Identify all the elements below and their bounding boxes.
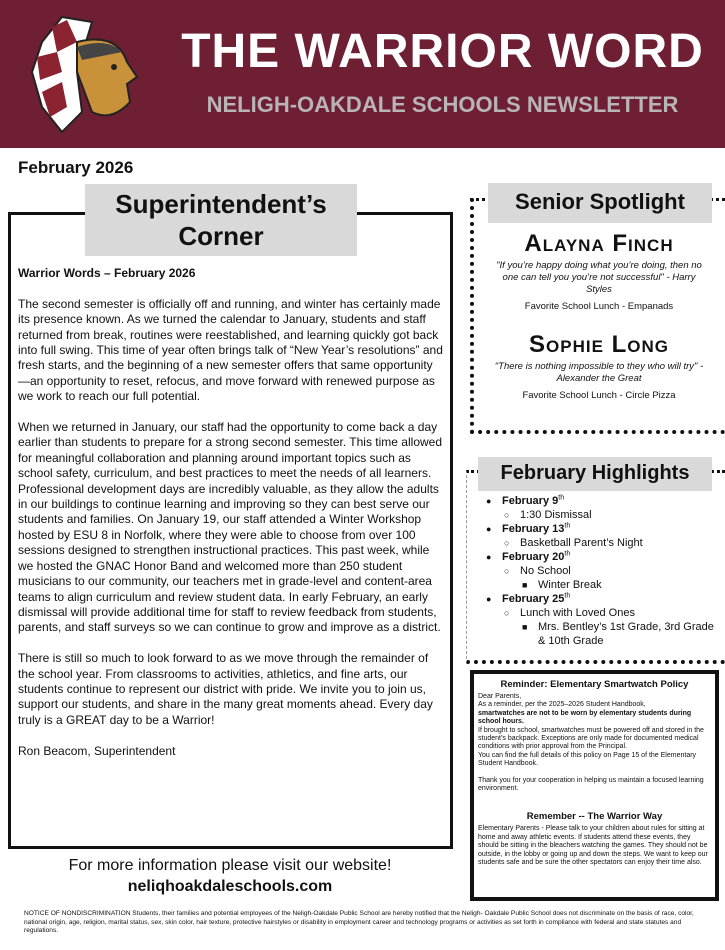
event-detail: Mrs. Bentley’s 1st Grade, 3rd Grade & 10th Grade (538, 621, 714, 647)
policy-line: As a reminder, per the 2025–2026 Student Handbook, (478, 701, 646, 709)
paragraph: When we returned in January, our staff had the opportunity to come back a day earlier than students to prepare for a strong second semester. This time allowed for meaningful collaboration and planning around important topics such as school safety, curriculum, and best practices to meet the needs of all learners. Professional development days are incredibly valuable, as they allow the adults in our buildings to continue learning and improving so they can best serve our students and families. On January 19, our staff attended a Winter Workshop hosted by ESU 8 in Norfolk, where they were able to choose from over 100 sessions designed to strengthen instructional practices. This past week, while we hosted the GNAC Honor Band and welcomed more than 250 student musicians to our community, our teachers met in grade-level and content-area teams to align curriculum and review student data. In early February, an early dismissal will provide additional time for staff to review feedback from students, parents, and staff surveys so we can continue to grow and improve as a district. (18, 420, 443, 635)
event-date: February 20 (502, 551, 565, 563)
paragraph: There is still so much to look forward to as we move through the remainder of the school year. From classrooms to activities, athletics, and fine arts, our students continue to represent our district with pride. We invite you to join us, support our students, and share in the many great moments ahead. Every day truly is a GREAT day to be a Warrior! (18, 651, 433, 727)
senior-name: Alayna Finch (524, 230, 674, 257)
warrior-logo-icon (22, 12, 157, 142)
smartwatch-heading: Reminder: Elementary Smartwatch Policy (500, 679, 689, 690)
highlights-list: ● February 9th ○ 1:30 Dismissal ● February 13th ○ Basketball Parent’s Night ● February 20th ○ No School ■ Winter Break ● February 25th ○ Lunch with Loved Ones ■ Mrs. Bentley’s 1st Grade, 3rd Grade & 10th Grade (486, 494, 714, 647)
ordinal: th (564, 550, 571, 558)
nondiscrimination-notice: NOTICE OF NONDISCRIMINATION Students, their families and potential employees of the Neligh-Oakdale Public School are hereby notified that the Neligh- Oakdale Public School does not discriminate on the basis of race, color, national origin, age, religion, marital status, sex, skin color, hair texture, protective hairstyles or disability in employment career and technology programs or activities as set forth in compliance with federal and state statutes and regulations. (24, 910, 694, 934)
event-date: February 25 (502, 593, 565, 605)
greeting: Dear Parents, (478, 693, 522, 700)
smartwatch-policy-box (470, 670, 719, 901)
header-banner (0, 0, 725, 148)
warrior-way-heading: Remember -- The Warrior Way (526, 811, 663, 823)
ordinal: th (564, 522, 571, 530)
warrior-way-body: Elementary Parents - Please talk to your children about rules for sitting at home and away athletic events. If students attend these events, they should be sitting in the bleachers watching the games. They should not be outside, in the lobby or going up and down the steps. We want to keep our students safe and be sure the other spectators can enjoy their time also. (478, 825, 708, 867)
policy-details: You can find the full details of this policy on Page 15 of the Elementary Student Handbook. (478, 751, 697, 768)
policy-bold: smartwatches are not to be worn by elementary students during school hours. (478, 709, 692, 726)
ordinal: th (558, 494, 565, 502)
senior-spotlight-list (474, 230, 724, 402)
heading-line: Superintendent’s (115, 189, 327, 219)
senior-name: Sophie Long (529, 331, 669, 358)
website-link[interactable]: neliqhoakdaleschools.com (127, 878, 333, 895)
highlights-heading: February Highlights (478, 457, 712, 491)
senior-spotlight-heading: Senior Spotlight (488, 183, 712, 223)
policy-thanks: Thank you for your cooperation in helping us maintain a focused learning environment. (478, 776, 704, 793)
event-detail: 1:30 Dismissal (520, 509, 592, 521)
event-date: February 9 (502, 495, 559, 507)
policy-body: If brought to school, smartwatches must be powered off and stored in the student’s backpack. Exceptions are only made for documented medical conditions with prior approval from the Principal. (478, 726, 704, 751)
senior-lunch: Favorite School Lunch - Circle Pizza (522, 390, 676, 401)
event-date: February 13 (502, 523, 565, 535)
newsletter-title: THE WARRIOR WORD (181, 25, 704, 78)
heading-line: Corner (178, 221, 264, 251)
ordinal: th (564, 592, 571, 600)
paragraph: The second semester is officially off and running, and winter has certainly made its presence known. As we turned the calendar to January, students and staff returned from break, routines were reestablished, and learning quickly got back into full swing. This time of year often brings talk of “New Year’s resolutions” and fresh starts, and the beginning of a new semester offers that same opportunity—an opportunity to reset, refocus, and move forward with renewed purpose as we work to reach our full potential. (18, 296, 443, 404)
signature: Ron Beacom, Superintendent (18, 743, 176, 758)
event-detail: Lunch with Loved Ones (520, 607, 635, 619)
senior-quote: "If you’re happy doing what you’re doing, then no one can tell you you’re not successful" - Harry Styles (496, 260, 702, 295)
event-detail: Basketball Parent’s Night (520, 537, 643, 549)
event-detail: No School (520, 565, 571, 577)
newsletter-subtitle: NELIGH-OAKDALE SCHOOLS NEWSLETTER (206, 92, 679, 117)
superintendent-letter (18, 266, 443, 774)
issue-date: February 2026 (18, 158, 134, 177)
senior-lunch: Favorite School Lunch - Empanads (524, 301, 674, 312)
letter-subtitle: Warrior Words – February 2026 (18, 266, 196, 280)
senior-quote: "There is nothing impossible to they who will try" - Alexander the Great (494, 361, 704, 384)
event-detail: Winter Break (538, 579, 602, 591)
website-prompt: For more information please visit our website! (68, 857, 392, 874)
superintendent-heading (85, 184, 357, 256)
